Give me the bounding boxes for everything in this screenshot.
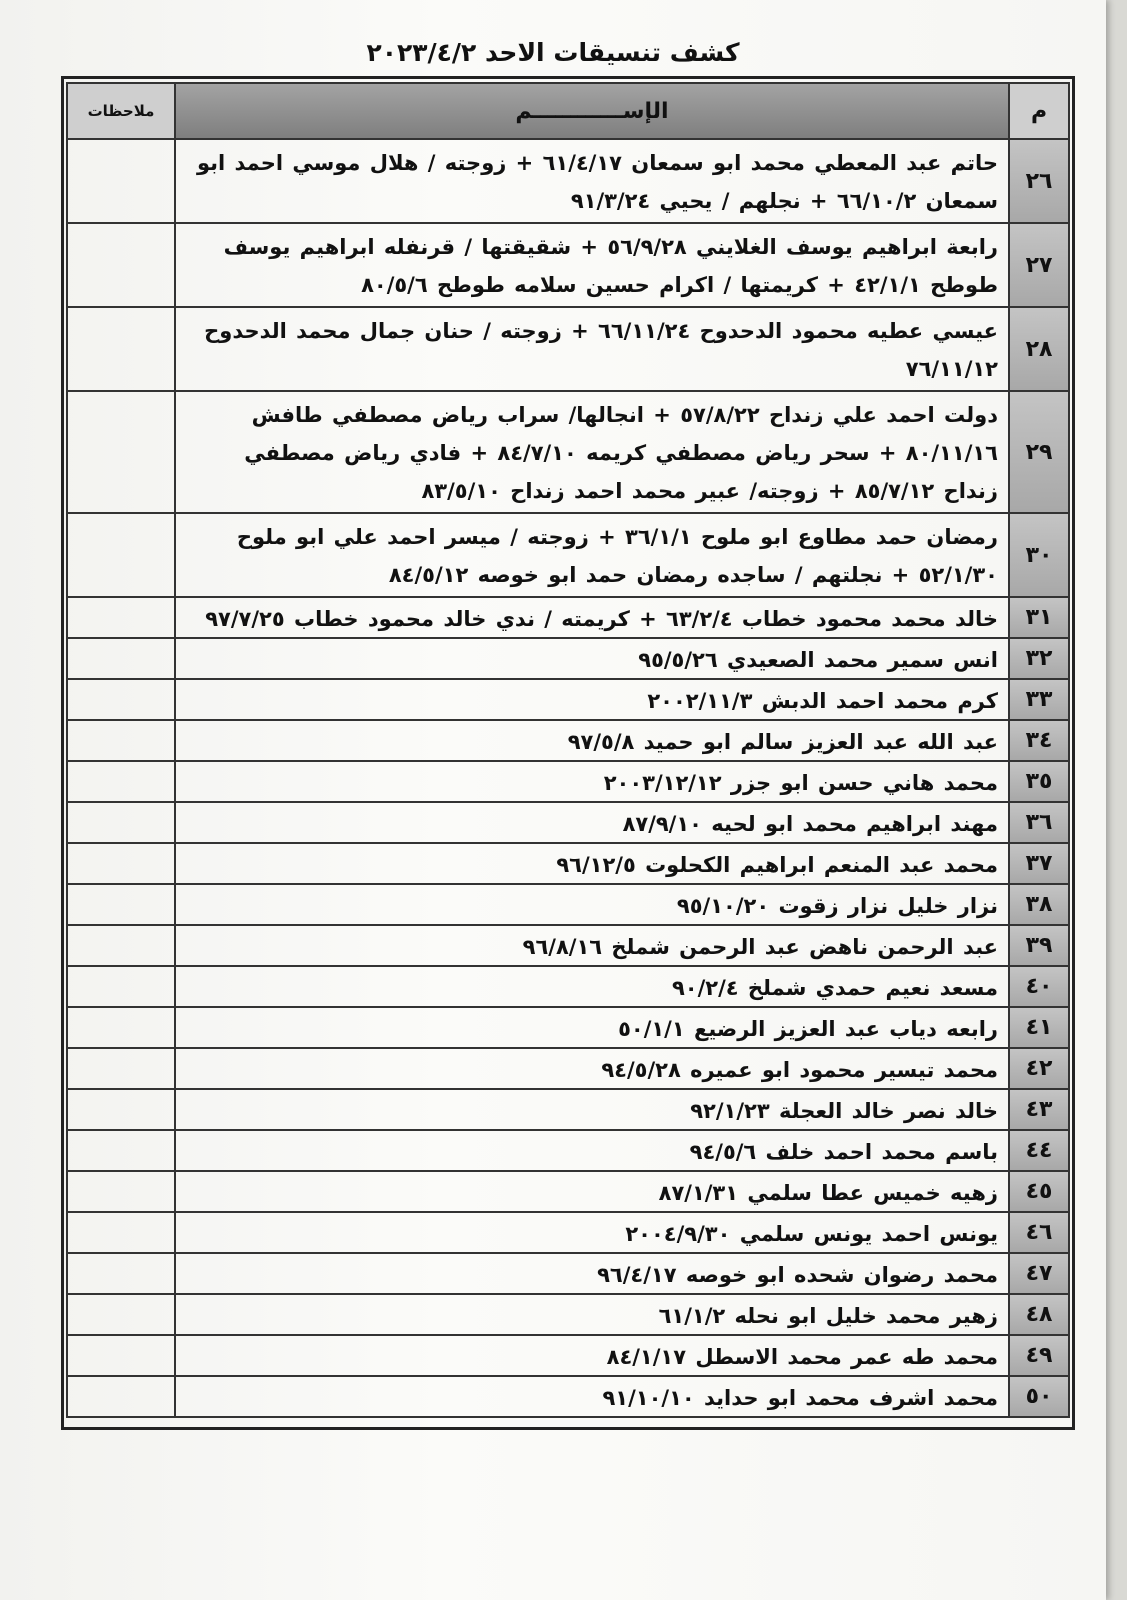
- row-number: ٣٢: [1009, 638, 1069, 679]
- row-number: ٤٦: [1009, 1212, 1069, 1253]
- table-row: [67, 1294, 1069, 1335]
- row-number: ٤٢: [1009, 1048, 1069, 1089]
- table-row: [67, 307, 1069, 391]
- table-row: [67, 391, 1069, 513]
- row-number: ٢٧: [1009, 223, 1069, 307]
- table-row: [67, 223, 1069, 307]
- row-name: محمد رضوان شحده ابو خوصه ٩٦/٤/١٧: [175, 1253, 1009, 1294]
- row-notes: [67, 1294, 175, 1335]
- row-notes: [67, 1335, 175, 1376]
- table-row: [67, 1048, 1069, 1089]
- row-notes: [67, 513, 175, 597]
- table-row: [67, 802, 1069, 843]
- row-name: باسم محمد احمد خلف ٩٤/٥/٦: [175, 1130, 1009, 1171]
- row-number: ٢٨: [1009, 307, 1069, 391]
- row-notes: [67, 925, 175, 966]
- table-row: [67, 884, 1069, 925]
- row-number: ٣٦: [1009, 802, 1069, 843]
- row-notes: [67, 720, 175, 761]
- table-row: [67, 679, 1069, 720]
- table-row: [67, 597, 1069, 638]
- row-name: محمد عبد المنعم ابراهيم الكحلوت ٩٦/١٢/٥: [175, 843, 1009, 884]
- table-row: [67, 1253, 1069, 1294]
- row-notes: [67, 884, 175, 925]
- row-number: ٤٧: [1009, 1253, 1069, 1294]
- table-row: [67, 1007, 1069, 1048]
- row-notes: [67, 1376, 175, 1417]
- row-notes: [67, 1253, 175, 1294]
- row-name: زهيه خميس عطا سلمي ٨٧/١/٣١: [175, 1171, 1009, 1212]
- row-notes: [67, 761, 175, 802]
- header-notes: ملاحظات: [67, 83, 175, 139]
- row-name: حاتم عبد المعطي محمد ابو سمعان ٦١/٤/١٧ + زوجته / هلال موسي احمد ابو سمعان ٦٦/١٠/٢ + نجلهم / يحيي ٩١/٣/٢٤: [175, 139, 1009, 223]
- row-notes: [67, 638, 175, 679]
- row-number: ٣٩: [1009, 925, 1069, 966]
- table-row: [67, 513, 1069, 597]
- row-notes: [67, 1007, 175, 1048]
- row-notes: [67, 1130, 175, 1171]
- row-number: ٤٥: [1009, 1171, 1069, 1212]
- row-notes: [67, 307, 175, 391]
- row-notes: [67, 391, 175, 513]
- row-name: انس سمير محمد الصعيدي ٩٥/٥/٢٦: [175, 638, 1009, 679]
- row-notes: [67, 843, 175, 884]
- row-name: نزار خليل نزار زقوت ٩٥/١٠/٢٠: [175, 884, 1009, 925]
- row-number: ٥٠: [1009, 1376, 1069, 1417]
- row-name: يونس احمد يونس سلمي ٢٠٠٤/٩/٣٠: [175, 1212, 1009, 1253]
- row-name: محمد تيسير محمود ابو عميره ٩٤/٥/٢٨: [175, 1048, 1009, 1089]
- header-number: م: [1009, 83, 1069, 139]
- row-name: محمد هاني حسن ابو جزر ٢٠٠٣/١٢/١٢: [175, 761, 1009, 802]
- row-notes: [67, 1089, 175, 1130]
- row-number: ٣٠: [1009, 513, 1069, 597]
- table-row: [67, 1335, 1069, 1376]
- row-number: ٣٤: [1009, 720, 1069, 761]
- row-number: ٤٠: [1009, 966, 1069, 1007]
- table-row: [67, 761, 1069, 802]
- table-row: [67, 1089, 1069, 1130]
- row-number: ٤٤: [1009, 1130, 1069, 1171]
- row-name: مسعد نعيم حمدي شملخ ٩٠/٢/٤: [175, 966, 1009, 1007]
- table-row: [67, 925, 1069, 966]
- row-name: دولت احمد علي زنداح ٥٧/٨/٢٢ + انجالها/ سراب رياض مصطفي طافش ٨٠/١١/١٦ + سحر رياض مصطفي كريمه ٨٤/٧/١٠ + فادي رياض مصطفي زنداح ٨٥/٧/١٢ + زوجته/ عبير محمد احمد زنداح ٨٣/٥/١٠: [175, 391, 1009, 513]
- table-row: [67, 1130, 1069, 1171]
- page-title: كشف تنسيقات الاحد ٢٠٢٣/٤/٢: [366, 38, 740, 67]
- table-row: [67, 966, 1069, 1007]
- row-name: رابعه دياب عبد العزيز الرضيع ٥٠/١/١: [175, 1007, 1009, 1048]
- row-name: رمضان حمد مطاوع ابو ملوح ٣٦/١/١ + زوجته / ميسر احمد علي ابو ملوح ٥٢/١/٣٠ + نجلتهم / ساجده رمضان حمد ابو خوصه ٨٤/٥/١٢: [175, 513, 1009, 597]
- coordination-table: [66, 82, 1070, 1418]
- row-number: ٢٩: [1009, 391, 1069, 513]
- row-number: ٤٨: [1009, 1294, 1069, 1335]
- row-notes: [67, 1171, 175, 1212]
- table-header-row: [67, 83, 1069, 139]
- table-row: [67, 1376, 1069, 1417]
- table-row: [67, 1212, 1069, 1253]
- row-notes: [67, 1212, 175, 1253]
- row-name: خالد نصر خالد العجلة ٩٢/١/٢٣: [175, 1089, 1009, 1130]
- row-name: مهند ابراهيم محمد ابو لحيه ٨٧/٩/١٠: [175, 802, 1009, 843]
- row-notes: [67, 597, 175, 638]
- row-name: محمد طه عمر محمد الاسطل ٨٤/١/١٧: [175, 1335, 1009, 1376]
- table-row: [67, 1171, 1069, 1212]
- row-number: ٤٩: [1009, 1335, 1069, 1376]
- table-row: [67, 139, 1069, 223]
- row-number: ٤٣: [1009, 1089, 1069, 1130]
- row-number: ٣٣: [1009, 679, 1069, 720]
- row-name: كرم محمد احمد الدبش ٢٠٠٢/١١/٣: [175, 679, 1009, 720]
- row-name: عيسي عطيه محمود الدحدوح ٦٦/١١/٢٤ + زوجته / حنان جمال محمد الدحدوح ٧٦/١١/١٢: [175, 307, 1009, 391]
- row-notes: [67, 679, 175, 720]
- row-name: خالد محمد محمود خطاب ٦٣/٢/٤ + كريمته / ندي خالد محمود خطاب ٩٧/٧/٢٥: [175, 597, 1009, 638]
- row-number: ٣٥: [1009, 761, 1069, 802]
- table-row: [67, 720, 1069, 761]
- row-notes: [67, 802, 175, 843]
- row-name: زهير محمد خليل ابو نحله ٦١/١/٢: [175, 1294, 1009, 1335]
- row-notes: [67, 966, 175, 1007]
- table-row: [67, 638, 1069, 679]
- row-number: ٣٧: [1009, 843, 1069, 884]
- row-number: ٤١: [1009, 1007, 1069, 1048]
- row-number: ٣١: [1009, 597, 1069, 638]
- row-number: ٣٨: [1009, 884, 1069, 925]
- row-notes: [67, 1048, 175, 1089]
- row-number: ٢٦: [1009, 139, 1069, 223]
- row-notes: [67, 223, 175, 307]
- row-notes: [67, 139, 175, 223]
- row-name: محمد اشرف محمد ابو حدايد ٩١/١٠/١٠: [175, 1376, 1009, 1417]
- table-row: [67, 843, 1069, 884]
- row-name: عبد الرحمن ناهض عبد الرحمن شملخ ٩٦/٨/١٦: [175, 925, 1009, 966]
- row-name: عبد الله عبد العزيز سالم ابو حميد ٩٧/٥/٨: [175, 720, 1009, 761]
- row-name: رابعة ابراهيم يوسف الغلايني ٥٦/٩/٢٨ + شقيقتها / قرنفله ابراهيم يوسف طوطح ٤٢/١/١ + كريمتها / اكرام حسين سلامه طوطح ٨٠/٥/٦: [175, 223, 1009, 307]
- header-name: الإســــــــــــم: [175, 83, 1009, 139]
